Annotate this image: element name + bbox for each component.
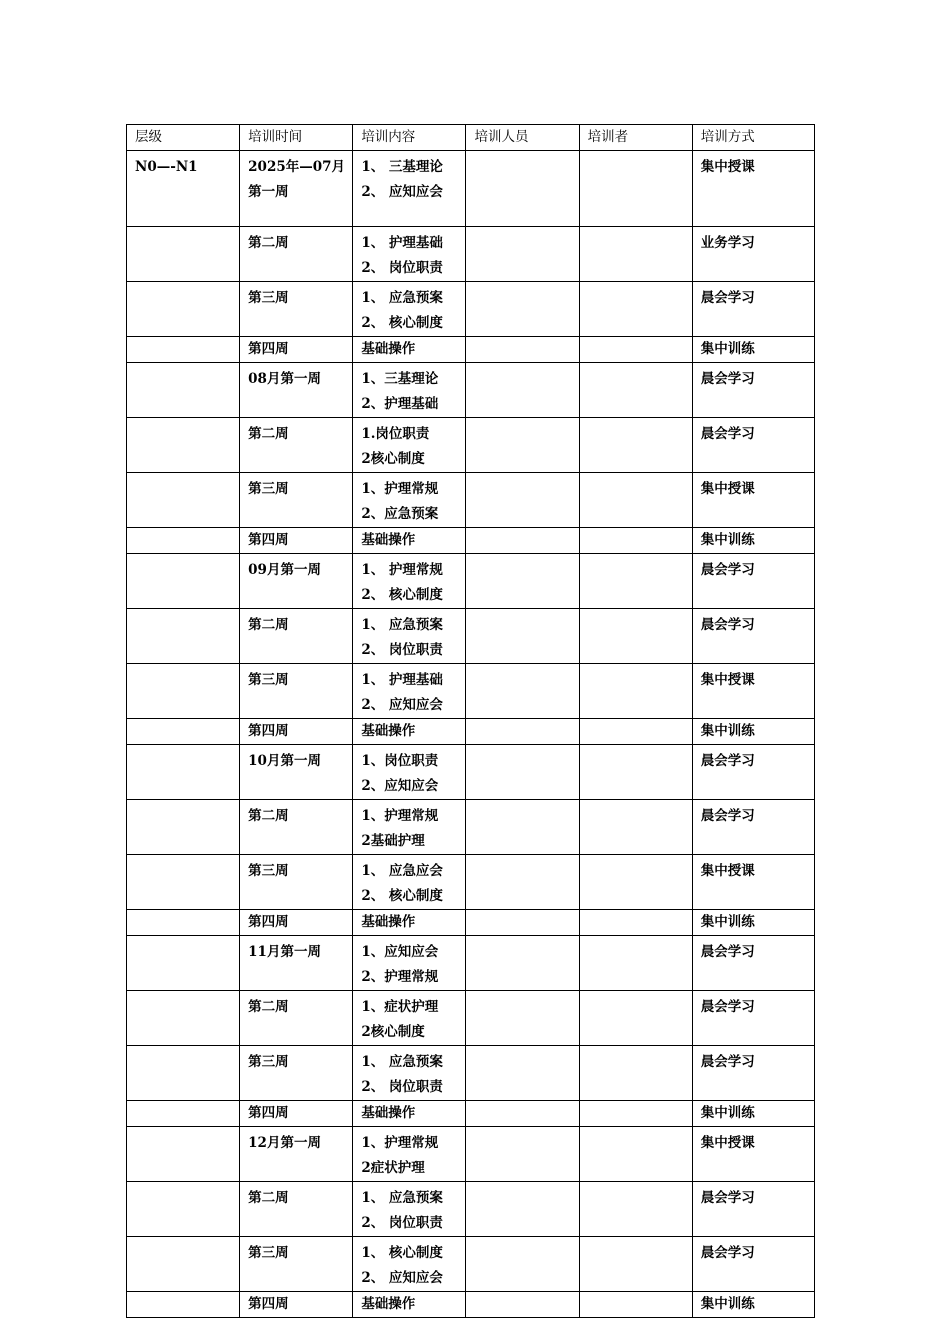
time-line: 第二周 [248,426,289,442]
cell-trainer [579,473,692,528]
cell-trainer [579,719,692,745]
content-line: 2、 应知应会 [361,1270,443,1286]
cell-staff [466,337,579,363]
cell-time [240,554,353,609]
table-row [127,282,815,337]
time-line: 第三周 [248,1054,289,1070]
table-row [127,1101,815,1127]
cell-content [353,1127,466,1182]
cell-content [353,528,466,554]
cell-content [353,1101,466,1127]
cell-trainer [579,664,692,719]
cell-time [240,363,353,418]
cell-method: 晨会学习 [692,800,814,855]
cell-method: 晨会学习 [692,1182,814,1237]
cell-method: 集中训练 [692,337,814,363]
time-line: 第二周 [248,1190,289,1206]
cell-content [353,1182,466,1237]
cell-method: 集中训练 [692,1101,814,1127]
training-plan-table [126,124,815,1318]
content-line: 2、 核心制度 [361,587,443,603]
cell-trainer [579,609,692,664]
content-line: 2、应急预案 [361,506,439,522]
cell-content [353,719,466,745]
cell-time [240,855,353,910]
cell-trainer [579,151,692,227]
cell-content [353,609,466,664]
time-line: 10月第一周 [248,753,321,769]
cell-method: 晨会学习 [692,554,814,609]
content-line: 基础操作 [361,532,416,548]
table-row [127,745,815,800]
cell-time [240,151,353,227]
content-line: 1、 应急预案 [361,1190,443,1206]
cell-method: 晨会学习 [692,1046,814,1101]
cell-trainer [579,1292,692,1318]
header-method: 培训方式 [692,125,814,151]
cell-staff [466,528,579,554]
cell-content [353,745,466,800]
cell-content [353,936,466,991]
table-row [127,1237,815,1292]
cell-time [240,1292,353,1318]
table-row [127,1292,815,1318]
content-line: 1、 应急预案 [361,290,443,306]
cell-staff [466,227,579,282]
time-line: 第一周 [248,184,289,200]
cell-level [127,1292,240,1318]
cell-method: 晨会学习 [692,609,814,664]
cell-time [240,1101,353,1127]
header-content: 培训内容 [353,125,466,151]
cell-staff [466,855,579,910]
time-line: 第三周 [248,481,289,497]
table-row [127,1182,815,1237]
content-line: 2、 核心制度 [361,315,443,331]
table-row [127,227,815,282]
table-body [127,151,815,1318]
content-line: 基础操作 [361,341,416,357]
cell-content [353,418,466,473]
content-line: 1、护理常规 [361,1135,439,1151]
cell-trainer [579,855,692,910]
cell-level [127,719,240,745]
cell-staff [466,1127,579,1182]
content-line: 1、 应急预案 [361,617,443,633]
header-level: 层级 [127,125,240,151]
content-line: 1、护理常规 [361,481,439,497]
table-row [127,609,815,664]
table-row [127,910,815,936]
cell-method: 晨会学习 [692,363,814,418]
cell-staff [466,609,579,664]
content-line: 基础操作 [361,1296,416,1312]
cell-staff [466,936,579,991]
cell-level [127,936,240,991]
cell-staff [466,800,579,855]
cell-time [240,719,353,745]
content-line: 1、护理常规 [361,808,439,824]
cell-trainer [579,745,692,800]
cell-method: 晨会学习 [692,991,814,1046]
content-line: 2、应知应会 [361,778,439,794]
time-line: 第四周 [248,532,289,548]
cell-staff [466,473,579,528]
cell-trainer [579,1237,692,1292]
cell-level [127,1127,240,1182]
cell-staff [466,664,579,719]
content-line: 2、 岗位职责 [361,642,443,658]
cell-method: 集中授课 [692,473,814,528]
time-line: 第二周 [248,617,289,633]
table-row [127,363,815,418]
cell-trainer [579,282,692,337]
content-line: 2症状护理 [361,1160,425,1176]
table-row [127,528,815,554]
cell-method: 集中训练 [692,910,814,936]
cell-level [127,664,240,719]
content-line: 1、三基理论 [361,371,439,387]
content-line: 1、症状护理 [361,999,439,1015]
cell-time [240,664,353,719]
time-line: 11月第一周 [248,944,321,960]
cell-staff [466,363,579,418]
content-line: 1、 应急应会 [361,863,443,879]
cell-content [353,554,466,609]
cell-staff [466,282,579,337]
cell-level [127,1101,240,1127]
time-line: 第二周 [248,808,289,824]
cell-method: 晨会学习 [692,282,814,337]
content-line: 1、 护理基础 [361,235,443,251]
cell-staff [466,1046,579,1101]
cell-staff [466,991,579,1046]
content-line: 2核心制度 [361,1024,425,1040]
cell-content [353,282,466,337]
table-row [127,1127,815,1182]
cell-method: 晨会学习 [692,936,814,991]
table-row [127,554,815,609]
cell-staff [466,719,579,745]
cell-staff [466,418,579,473]
time-line: 第四周 [248,1105,289,1121]
cell-level [127,282,240,337]
cell-content [353,910,466,936]
cell-trainer [579,528,692,554]
cell-method: 晨会学习 [692,1237,814,1292]
content-line: 2、 应知应会 [361,697,443,713]
table-row [127,1046,815,1101]
cell-staff [466,554,579,609]
cell-level [127,363,240,418]
table-header [127,125,815,151]
content-line: 2、护理常规 [361,969,439,985]
cell-level [127,418,240,473]
content-line: 1、应知应会 [361,944,439,960]
cell-trainer [579,1046,692,1101]
cell-trainer [579,910,692,936]
cell-trainer [579,337,692,363]
header-staff: 培训人员 [466,125,579,151]
time-line: 第三周 [248,1245,289,1261]
cell-time [240,745,353,800]
content-line: 2、 核心制度 [361,888,443,904]
cell-level [127,528,240,554]
cell-method: 晨会学习 [692,745,814,800]
cell-content [353,151,466,227]
content-line: 1、 护理常规 [361,562,443,578]
cell-content [353,664,466,719]
cell-content [353,1046,466,1101]
cell-time [240,1127,353,1182]
cell-level [127,910,240,936]
cell-time [240,528,353,554]
content-line: 2基础护理 [361,833,425,849]
header-time: 培训时间 [240,125,353,151]
cell-content [353,800,466,855]
table-row [127,151,815,227]
cell-level [127,855,240,910]
content-line: 1、 核心制度 [361,1245,443,1261]
cell-content [353,855,466,910]
time-line: 第三周 [248,290,289,306]
cell-time [240,1046,353,1101]
cell-level [127,227,240,282]
cell-time [240,227,353,282]
cell-method: 集中授课 [692,664,814,719]
cell-method: 集中授课 [692,855,814,910]
content-line: 1、 护理基础 [361,672,443,688]
cell-trainer [579,936,692,991]
time-line: 第二周 [248,235,289,251]
cell-time [240,991,353,1046]
header-row [127,125,815,151]
cell-time [240,337,353,363]
cell-time [240,936,353,991]
cell-level [127,800,240,855]
content-line: 2、 应知应会 [361,184,443,200]
cell-level [127,1237,240,1292]
content-line: 1、 三基理论 [361,159,443,175]
cell-staff [466,1101,579,1127]
content-line: 基础操作 [361,1105,416,1121]
time-line: 12月第一周 [248,1135,321,1151]
time-line: 第四周 [248,341,289,357]
cell-trainer [579,800,692,855]
cell-trainer [579,418,692,473]
cell-level [127,991,240,1046]
table-row [127,800,815,855]
cell-level [127,745,240,800]
time-line: 第三周 [248,672,289,688]
table-row [127,473,815,528]
cell-trainer [579,227,692,282]
cell-method: 集中授课 [692,1127,814,1182]
time-line: 08月第一周 [248,371,321,387]
cell-content [353,1237,466,1292]
cell-content [353,991,466,1046]
cell-staff [466,910,579,936]
cell-method: 集中训练 [692,719,814,745]
cell-time [240,282,353,337]
table-row [127,418,815,473]
cell-trainer [579,363,692,418]
cell-trainer [579,1182,692,1237]
cell-time [240,473,353,528]
content-line: 1.岗位职责 [361,426,430,442]
table-row [127,337,815,363]
cell-method: 晨会学习 [692,418,814,473]
cell-staff [466,1182,579,1237]
cell-content [353,227,466,282]
header-trainer: 培训者 [579,125,692,151]
content-line: 2、 岗位职责 [361,1079,443,1095]
content-line: 基础操作 [361,723,416,739]
time-line: 第四周 [248,1296,289,1312]
cell-method: 集中授课 [692,151,814,227]
cell-method: 业务学习 [692,227,814,282]
time-line: 第四周 [248,723,289,739]
cell-time [240,800,353,855]
content-line: 基础操作 [361,914,416,930]
table-row [127,855,815,910]
cell-trainer [579,554,692,609]
cell-content [353,363,466,418]
cell-level: N0—-N1 [127,151,240,227]
content-line: 2、护理基础 [361,396,439,412]
cell-time [240,1182,353,1237]
table-row [127,664,815,719]
content-line: 2、 岗位职责 [361,260,443,276]
cell-time [240,609,353,664]
cell-staff [466,1292,579,1318]
time-line: 09月第一周 [248,562,321,578]
time-line: 2025年—07月 [248,159,346,175]
cell-level [127,609,240,664]
content-line: 1、岗位职责 [361,753,439,769]
cell-level [127,1182,240,1237]
content-line: 2核心制度 [361,451,425,467]
cell-level [127,337,240,363]
cell-time [240,910,353,936]
table-row [127,991,815,1046]
table-row [127,719,815,745]
cell-method: 集中训练 [692,528,814,554]
time-line: 第二周 [248,999,289,1015]
cell-time [240,1237,353,1292]
content-line: 2、 岗位职责 [361,1215,443,1231]
cell-level [127,554,240,609]
cell-level [127,1046,240,1101]
cell-staff [466,745,579,800]
cell-staff [466,1237,579,1292]
cell-trainer [579,991,692,1046]
cell-content [353,473,466,528]
cell-level [127,473,240,528]
cell-content [353,337,466,363]
table-row [127,936,815,991]
cell-time [240,418,353,473]
cell-trainer [579,1101,692,1127]
time-line: 第四周 [248,914,289,930]
cell-content [353,1292,466,1318]
cell-trainer [579,1127,692,1182]
cell-staff [466,151,579,227]
time-line: 第三周 [248,863,289,879]
cell-method: 集中训练 [692,1292,814,1318]
content-line: 1、 应急预案 [361,1054,443,1070]
